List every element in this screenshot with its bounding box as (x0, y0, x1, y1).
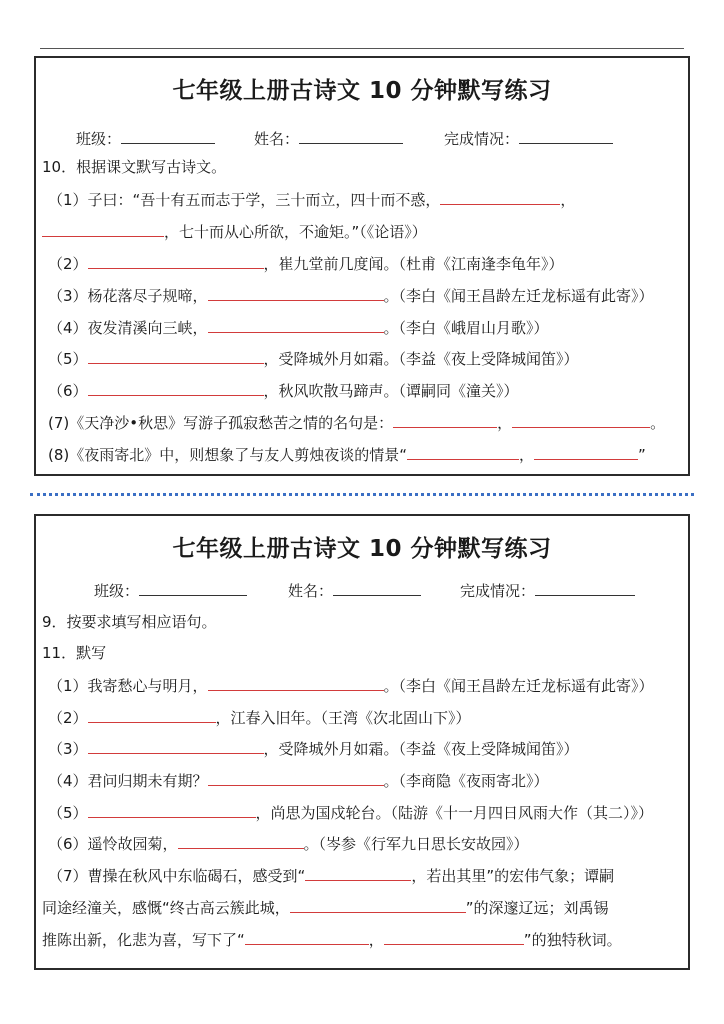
answer-blank[interactable] (178, 833, 304, 849)
question-text: （1）子曰：“吾十有五而志于学，三十而立，四十而不惑， (48, 191, 441, 209)
question-text: 。 (650, 414, 666, 432)
question-text: ” (638, 446, 646, 464)
question-3 (48, 285, 654, 306)
name-field (288, 580, 421, 601)
question-5 (48, 802, 653, 823)
name-blank[interactable] (299, 128, 403, 144)
question-4 (48, 770, 549, 791)
question-text: (7)《天净沙•秋思》写游子孤寂愁苦之情的名句是： (48, 414, 394, 432)
question-text: （3）杨花落尽子规啼， (48, 287, 208, 305)
answer-blank[interactable] (290, 897, 466, 913)
question-8 (48, 444, 646, 465)
question-6 (48, 833, 529, 854)
question-text: （3） (48, 740, 88, 758)
question-7c (42, 929, 622, 950)
question-1a (48, 189, 575, 210)
question-text: （4）夜发清溪向三峡， (48, 319, 208, 337)
question-text: ， (519, 446, 535, 464)
answer-blank[interactable] (88, 348, 264, 364)
answer-blank[interactable] (245, 929, 369, 945)
section-heading: 11．默写 (42, 644, 107, 662)
answer-blank[interactable] (305, 865, 411, 881)
question-text: 。（李白《闻王昌龄左迁龙标遥有此寄》） (383, 287, 654, 305)
question-text: 。（李白《峨眉山月歌》） (383, 319, 549, 337)
answer-blank[interactable] (393, 412, 497, 428)
question-text: （5） (48, 804, 88, 822)
cut-line (30, 493, 694, 496)
question-text: （7）曹操在秋风中东临碣石，感受到“ (48, 867, 306, 885)
question-text: ， (560, 191, 576, 209)
class-blank[interactable] (139, 580, 247, 596)
question-text: 。（李白《闻王昌龄左迁龙标遥有此寄》） (383, 677, 654, 695)
question-3 (48, 738, 579, 759)
question-text: ， (497, 414, 513, 432)
class-label: 班级： (94, 582, 140, 600)
question-text: （6） (48, 382, 88, 400)
question-text: （5） (48, 350, 88, 368)
question-1b (42, 221, 427, 242)
instruction: 9．按要求填写相应语句。 (42, 613, 217, 631)
status-blank[interactable] (535, 580, 635, 596)
answer-blank[interactable] (88, 802, 256, 818)
status-field (444, 128, 613, 149)
answer-blank[interactable] (512, 412, 650, 428)
class-field (76, 128, 215, 149)
question-text: ”的独特秋词。 (523, 931, 622, 949)
status-label: 完成情况： (460, 582, 536, 600)
question-text: (8)《夜雨寄北》中，则想象了与友人剪烛夜谈的情景“ (48, 446, 408, 464)
question-text: 同途经潼关，感慨“终古高云簇此城， (42, 899, 290, 917)
worksheet-2-title: 七年级上册古诗文 10 分钟默写练习 (172, 536, 552, 562)
question-text: 推陈出新，化悲为喜，写下了“ (42, 931, 245, 949)
answer-blank[interactable] (208, 317, 384, 333)
question-1 (48, 675, 654, 696)
question-7a (48, 865, 614, 886)
name-label: 姓名： (254, 130, 300, 148)
answer-blank[interactable] (208, 675, 384, 691)
answer-blank[interactable] (88, 380, 264, 396)
question-text: ，若出其里”的宏伟气象；谭嗣 (411, 867, 615, 885)
question-text: ，受降城外月如霜。（李益《夜上受降城闻笛》） (263, 740, 579, 758)
question-text: ， (368, 931, 384, 949)
class-label: 班级： (76, 130, 122, 148)
question-text: ”的深邃辽远；刘禹锡 (465, 899, 609, 917)
question-4 (48, 317, 549, 338)
answer-blank[interactable] (88, 738, 264, 754)
status-label: 完成情况： (444, 130, 520, 148)
class-blank[interactable] (121, 128, 215, 144)
answer-blank[interactable] (407, 444, 519, 460)
question-text: ，尚思为国戍轮台。（陆游《十一月四日风雨大作（其二）》） (255, 804, 654, 822)
question-text: 。（李商隐《夜雨寄北》） (383, 772, 549, 790)
answer-blank[interactable] (384, 929, 524, 945)
question-5 (48, 348, 579, 369)
question-text: ，受降城外月如霜。（李益《夜上受降城闻笛》） (263, 350, 579, 368)
question-text: ，崔九堂前几度闻。（杜甫《江南逢李龟年》） (263, 255, 564, 273)
header-rule (40, 48, 684, 49)
question-text: ，七十而从心所欲，不逾矩。”（《论语》） (164, 223, 427, 241)
worksheet-1-title: 七年级上册古诗文 10 分钟默写练习 (172, 78, 552, 104)
question-2 (48, 707, 471, 728)
question-text: ，秋风吹散马蹄声。（谭嗣同《潼关》） (263, 382, 519, 400)
question-6 (48, 380, 519, 401)
question-text: 。（岑参《行军九日思长安故园》） (303, 835, 529, 853)
question-2 (48, 253, 564, 274)
answer-blank[interactable] (208, 770, 384, 786)
answer-blank[interactable] (534, 444, 638, 460)
name-field (254, 128, 403, 149)
instruction: 10．根据课文默写古诗文。 (42, 158, 227, 176)
status-field (460, 580, 635, 601)
worksheet-1 (34, 56, 690, 476)
question-text: （2） (48, 255, 88, 273)
answer-blank[interactable] (88, 253, 264, 269)
name-blank[interactable] (333, 580, 421, 596)
question-7b (42, 897, 609, 918)
answer-blank[interactable] (88, 707, 216, 723)
status-blank[interactable] (519, 128, 613, 144)
answer-blank[interactable] (42, 221, 164, 237)
question-7 (48, 412, 665, 433)
question-text: （1）我寄愁心与明月， (48, 677, 208, 695)
question-text: （2） (48, 709, 88, 727)
answer-blank[interactable] (440, 189, 560, 205)
question-text: （6）遥怜故园菊， (48, 835, 178, 853)
answer-blank[interactable] (208, 285, 384, 301)
question-text: ，江春入旧年。（王湾《次北固山下》） (215, 709, 471, 727)
name-label: 姓名： (288, 582, 334, 600)
class-field (94, 580, 247, 601)
question-text: （4）君问归期未有期？ (48, 772, 208, 790)
worksheet-2 (34, 514, 690, 970)
